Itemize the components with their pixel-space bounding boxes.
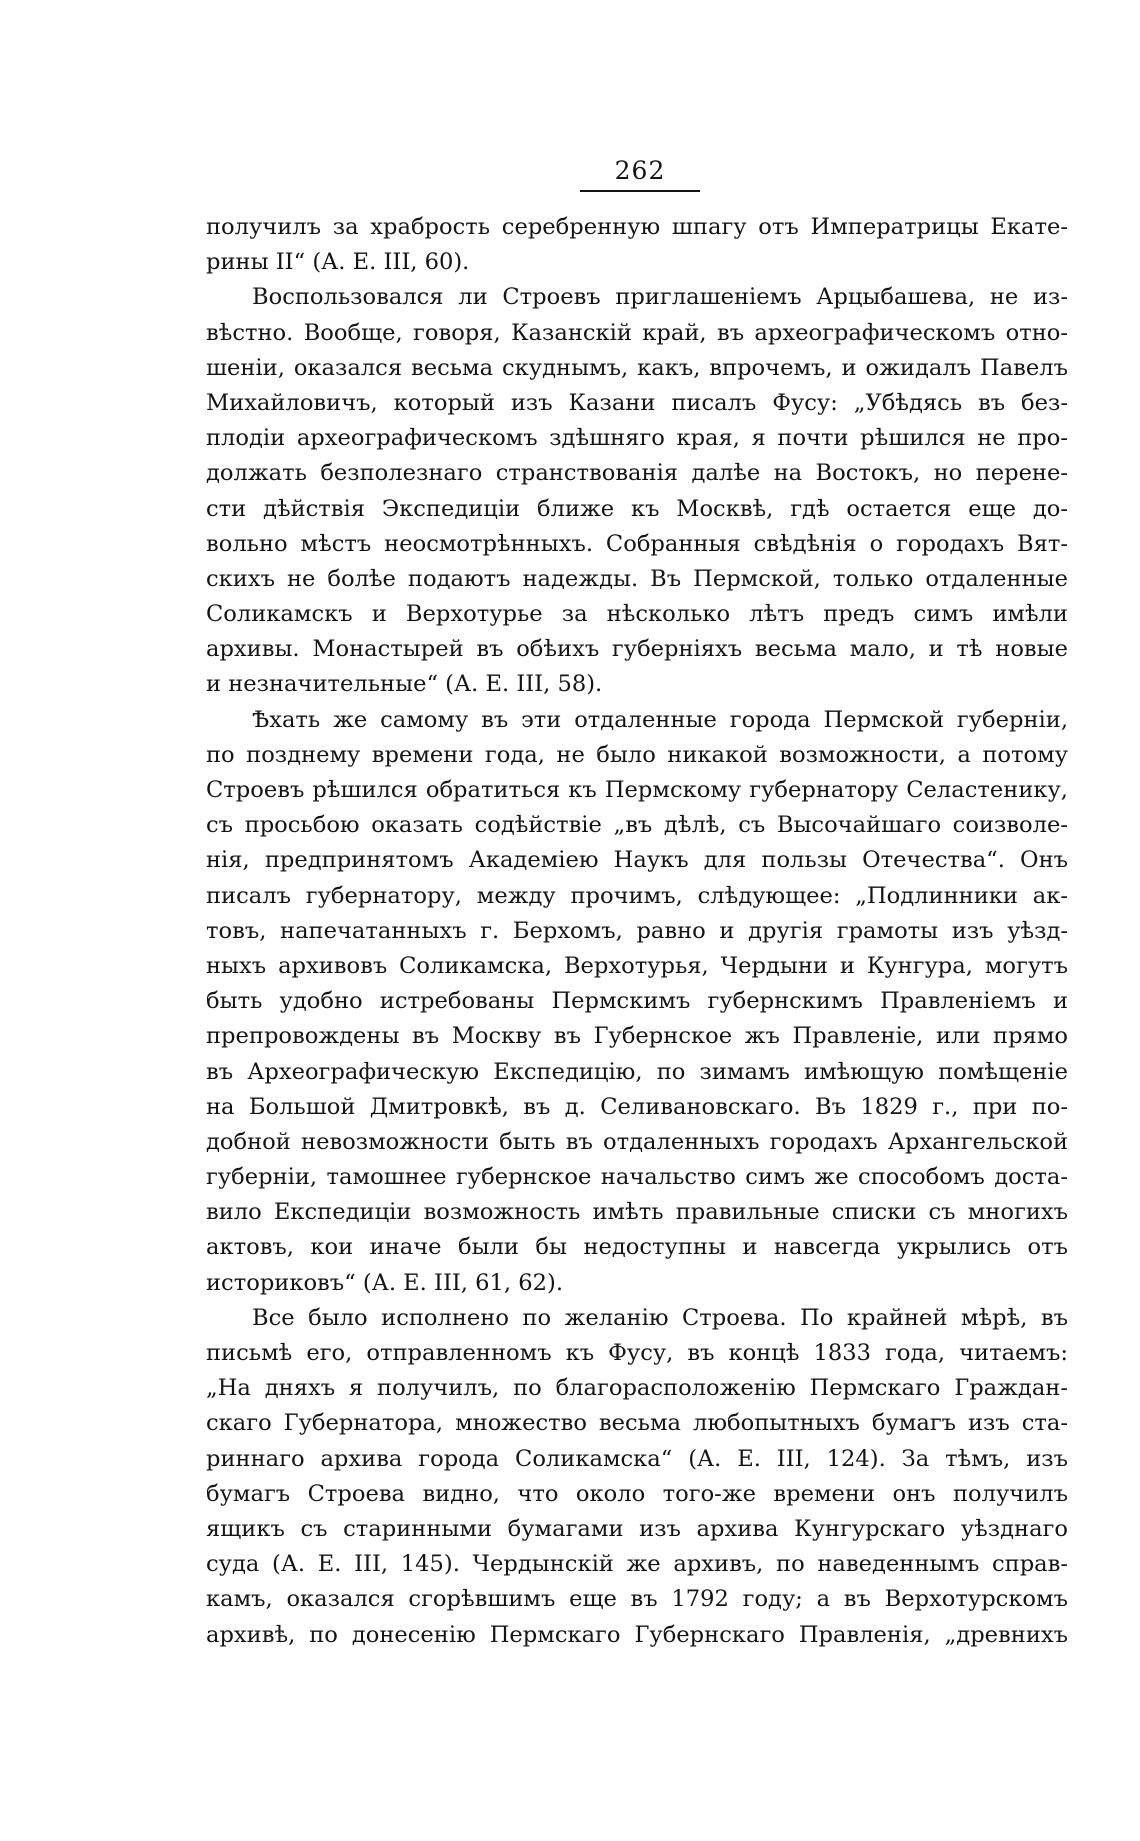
text-line: Соликамскъ и Верхотурье за нѣсколько лѣтъ предъ симъ имѣли	[206, 601, 1068, 628]
text-line: вило Експедиціи возможность имѣть правильные списки съ многихъ	[206, 1199, 1068, 1226]
page-number-rule	[580, 190, 700, 192]
text-line: актовъ, кои иначе были бы недоступны и навсегда укрылись отъ	[206, 1234, 1068, 1261]
text-line: историковъ“ (А. Е. III, 61, 62).	[206, 1269, 564, 1296]
text-line: ныхъ архивовъ Соликамска, Верхотурья, Чердыни и Кунгура, могутъ	[206, 952, 1068, 979]
text-line: должать безполезнаго странствованія далѣе на Востокъ, но перене-	[206, 460, 1068, 487]
text-line: суда (А. Е. III, 145). Чердынскій же архивъ, по наведеннымъ справ-	[206, 1551, 1068, 1578]
text-line: быть удобно истребованы Пермскимъ губернскимъ Правленіемъ и	[206, 988, 1068, 1015]
text-line: получилъ за храбрость серебренную шпагу отъ Императрицы Екате-	[206, 214, 1068, 240]
text-line: добной невозможности быть въ отдаленныхъ городахъ Архангельской	[206, 1128, 1068, 1155]
text-line: архивѣ, по донесенію Пермскаго Губернскаго Правленія, „древнихъ	[206, 1621, 1068, 1648]
text-line: Строевъ рѣшился обратиться къ Пермскому губернатору Селастенику,	[206, 777, 1068, 803]
text-line: нія, предпринятомъ Академіею Наукъ для пользы Отечества“. Онъ	[206, 847, 1068, 874]
text-line: сти дѣйствія Экспедиціи ближе къ Москвѣ, гдѣ остается еще до-	[206, 495, 1068, 522]
text-line: рины II“ (А. Е. III, 60).	[206, 249, 470, 276]
text-line: скихъ не болѣе подаютъ надежды. Въ Пермской, только отдаленные	[206, 565, 1068, 592]
text-line: письмѣ его, отправленномъ къ Фусу, въ концѣ 1833 года, читаемъ:	[206, 1340, 1068, 1366]
text-line: губерніи, тамошнее губернское начальство симъ же способомъ доста-	[206, 1164, 1068, 1191]
text-line: бумагъ Строева видно, что около того-же времени онъ получилъ	[206, 1480, 1068, 1507]
text-line: Все было исполнено по желанію Строева. По крайней мѣрѣ, въ	[252, 1304, 1068, 1331]
text-line: плодіи археографическомъ здѣшняго края, я почти рѣшился не про-	[206, 425, 1068, 452]
text-line: скаго Губернатора, множество весьма любопытныхъ бумагъ изъ ста-	[206, 1410, 1068, 1437]
text-line: по позднему времени года, не было никакой возможности, а потому	[206, 741, 1068, 768]
page-number: 262	[614, 156, 666, 185]
text-line: „На дняхъ я получилъ, по благорасположенію Пермскаго Граждан-	[206, 1375, 1068, 1402]
text-line: товъ, напечатанныхъ г. Берхомъ, равно и другія грамоты изъ уѣзд-	[206, 917, 1068, 944]
text-line: Михайловичъ, который изъ Казани писалъ Фусу: „Убѣдясь въ без-	[206, 389, 1068, 416]
text-line: Ѣхать же самому въ эти отдаленные города Пермской губерніи,	[252, 706, 1068, 733]
body-text	[206, 210, 1068, 1653]
text-line: Воспользовался ли Строевъ приглашеніемъ Арцыбашева, не из-	[252, 284, 1068, 311]
text-line: шеніи, оказался весьма скуднымъ, какъ, впрочемъ, и ожидалъ Павелъ	[206, 354, 1068, 381]
text-line: вольно мѣстъ неосмотрѣнныхъ. Собранныя свѣдѣнія о городахъ Вят-	[206, 530, 1068, 557]
text-line: съ просьбою оказать содѣйствіе „въ дѣлѣ, съ Высочайшаго соизволе-	[206, 812, 1068, 839]
text-line: архивы. Монастырей въ обѣихъ губерніяхъ весьма мало, и тѣ новые	[206, 636, 1068, 663]
text-line: риннаго архива города Соликамска“ (А. Е. III, 124). За тѣмъ, изъ	[206, 1445, 1068, 1472]
text-line: препровождены въ Москву въ Губернское жъ Правленіе, или прямо	[206, 1023, 1068, 1050]
text-line: писалъ губернатору, между прочимъ, слѣдующее: „Подлинники ак-	[206, 882, 1068, 909]
text-line: ящикъ съ старинными бумагами изъ архива Кунгурскаго уѣзднаго	[206, 1515, 1068, 1542]
text-line: и незначительные“ (А. Е. III, 58).	[206, 671, 603, 698]
text-line: вѣстно. Вообще, говоря, Казанскій край, въ археографическомъ отно-	[206, 319, 1068, 346]
text-line: въ Археографическую Експедицію, по зимамъ имѣющую помѣщеніе	[206, 1058, 1068, 1085]
text-line: камъ, оказался сгорѣвшимъ еще въ 1792 году; а въ Верхотурскомъ	[206, 1586, 1068, 1613]
text-line: на Большой Дмитровкѣ, въ д. Селивановскаго. Въ 1829 г., при по-	[206, 1093, 1068, 1120]
